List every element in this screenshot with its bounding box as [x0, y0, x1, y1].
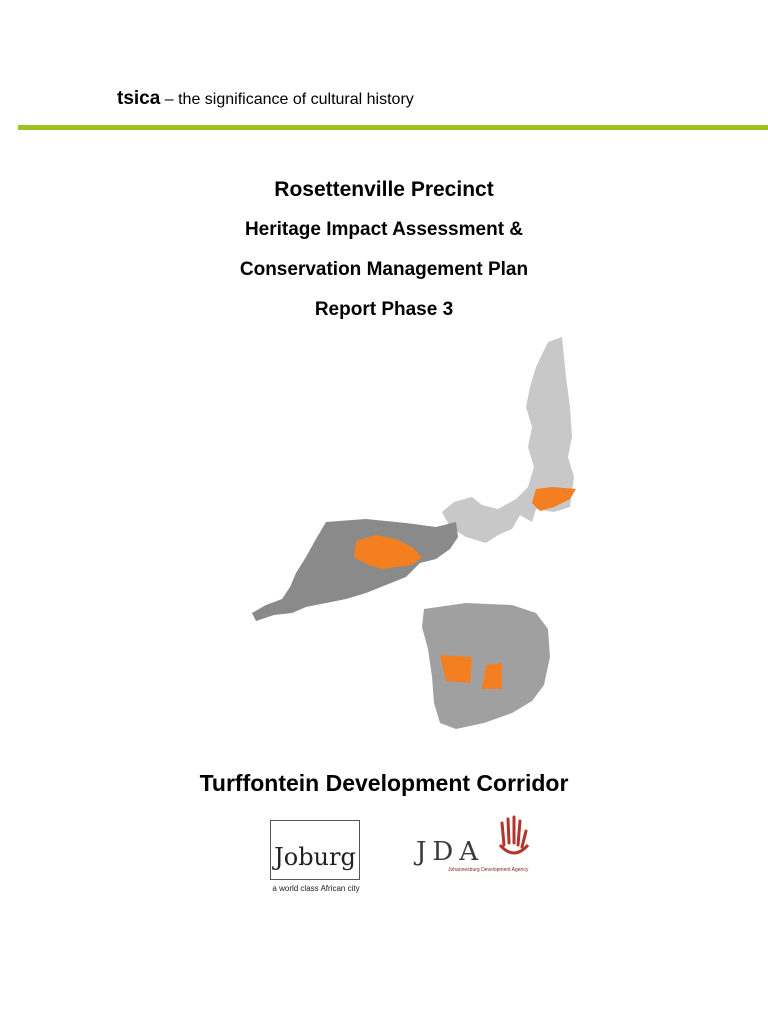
joburg-logo	[266, 810, 366, 900]
title-block	[0, 174, 768, 334]
corridor-title: Turffontein Development Corridor	[199, 770, 569, 796]
document-header	[117, 88, 414, 110]
jda-logo-subtext: Johannesburg Development Agency	[448, 867, 529, 873]
joburg-logo-word: Joburg	[274, 843, 356, 871]
report-subtitle-2: Conservation Management Plan	[239, 259, 529, 280]
precinct-map	[236, 337, 588, 760]
brand-name: tsica	[117, 88, 161, 109]
report-phase: Report Phase 3	[314, 299, 454, 320]
jda-hand-icon	[496, 815, 532, 859]
report-title: Rosettenville Precinct	[274, 178, 494, 201]
map-region-north	[442, 337, 574, 543]
jda-logo-letters: JDA	[416, 837, 485, 867]
jda-logo	[416, 815, 536, 875]
report-subtitle-1: Heritage Impact Assessment &	[244, 219, 524, 240]
map-region-west	[252, 519, 458, 621]
joburg-logo-tagline: a world class African city	[272, 884, 360, 893]
brand-tagline: – the significance of cultural history	[160, 91, 414, 108]
joburg-logo-frame	[270, 820, 360, 880]
header-rule	[18, 125, 768, 130]
